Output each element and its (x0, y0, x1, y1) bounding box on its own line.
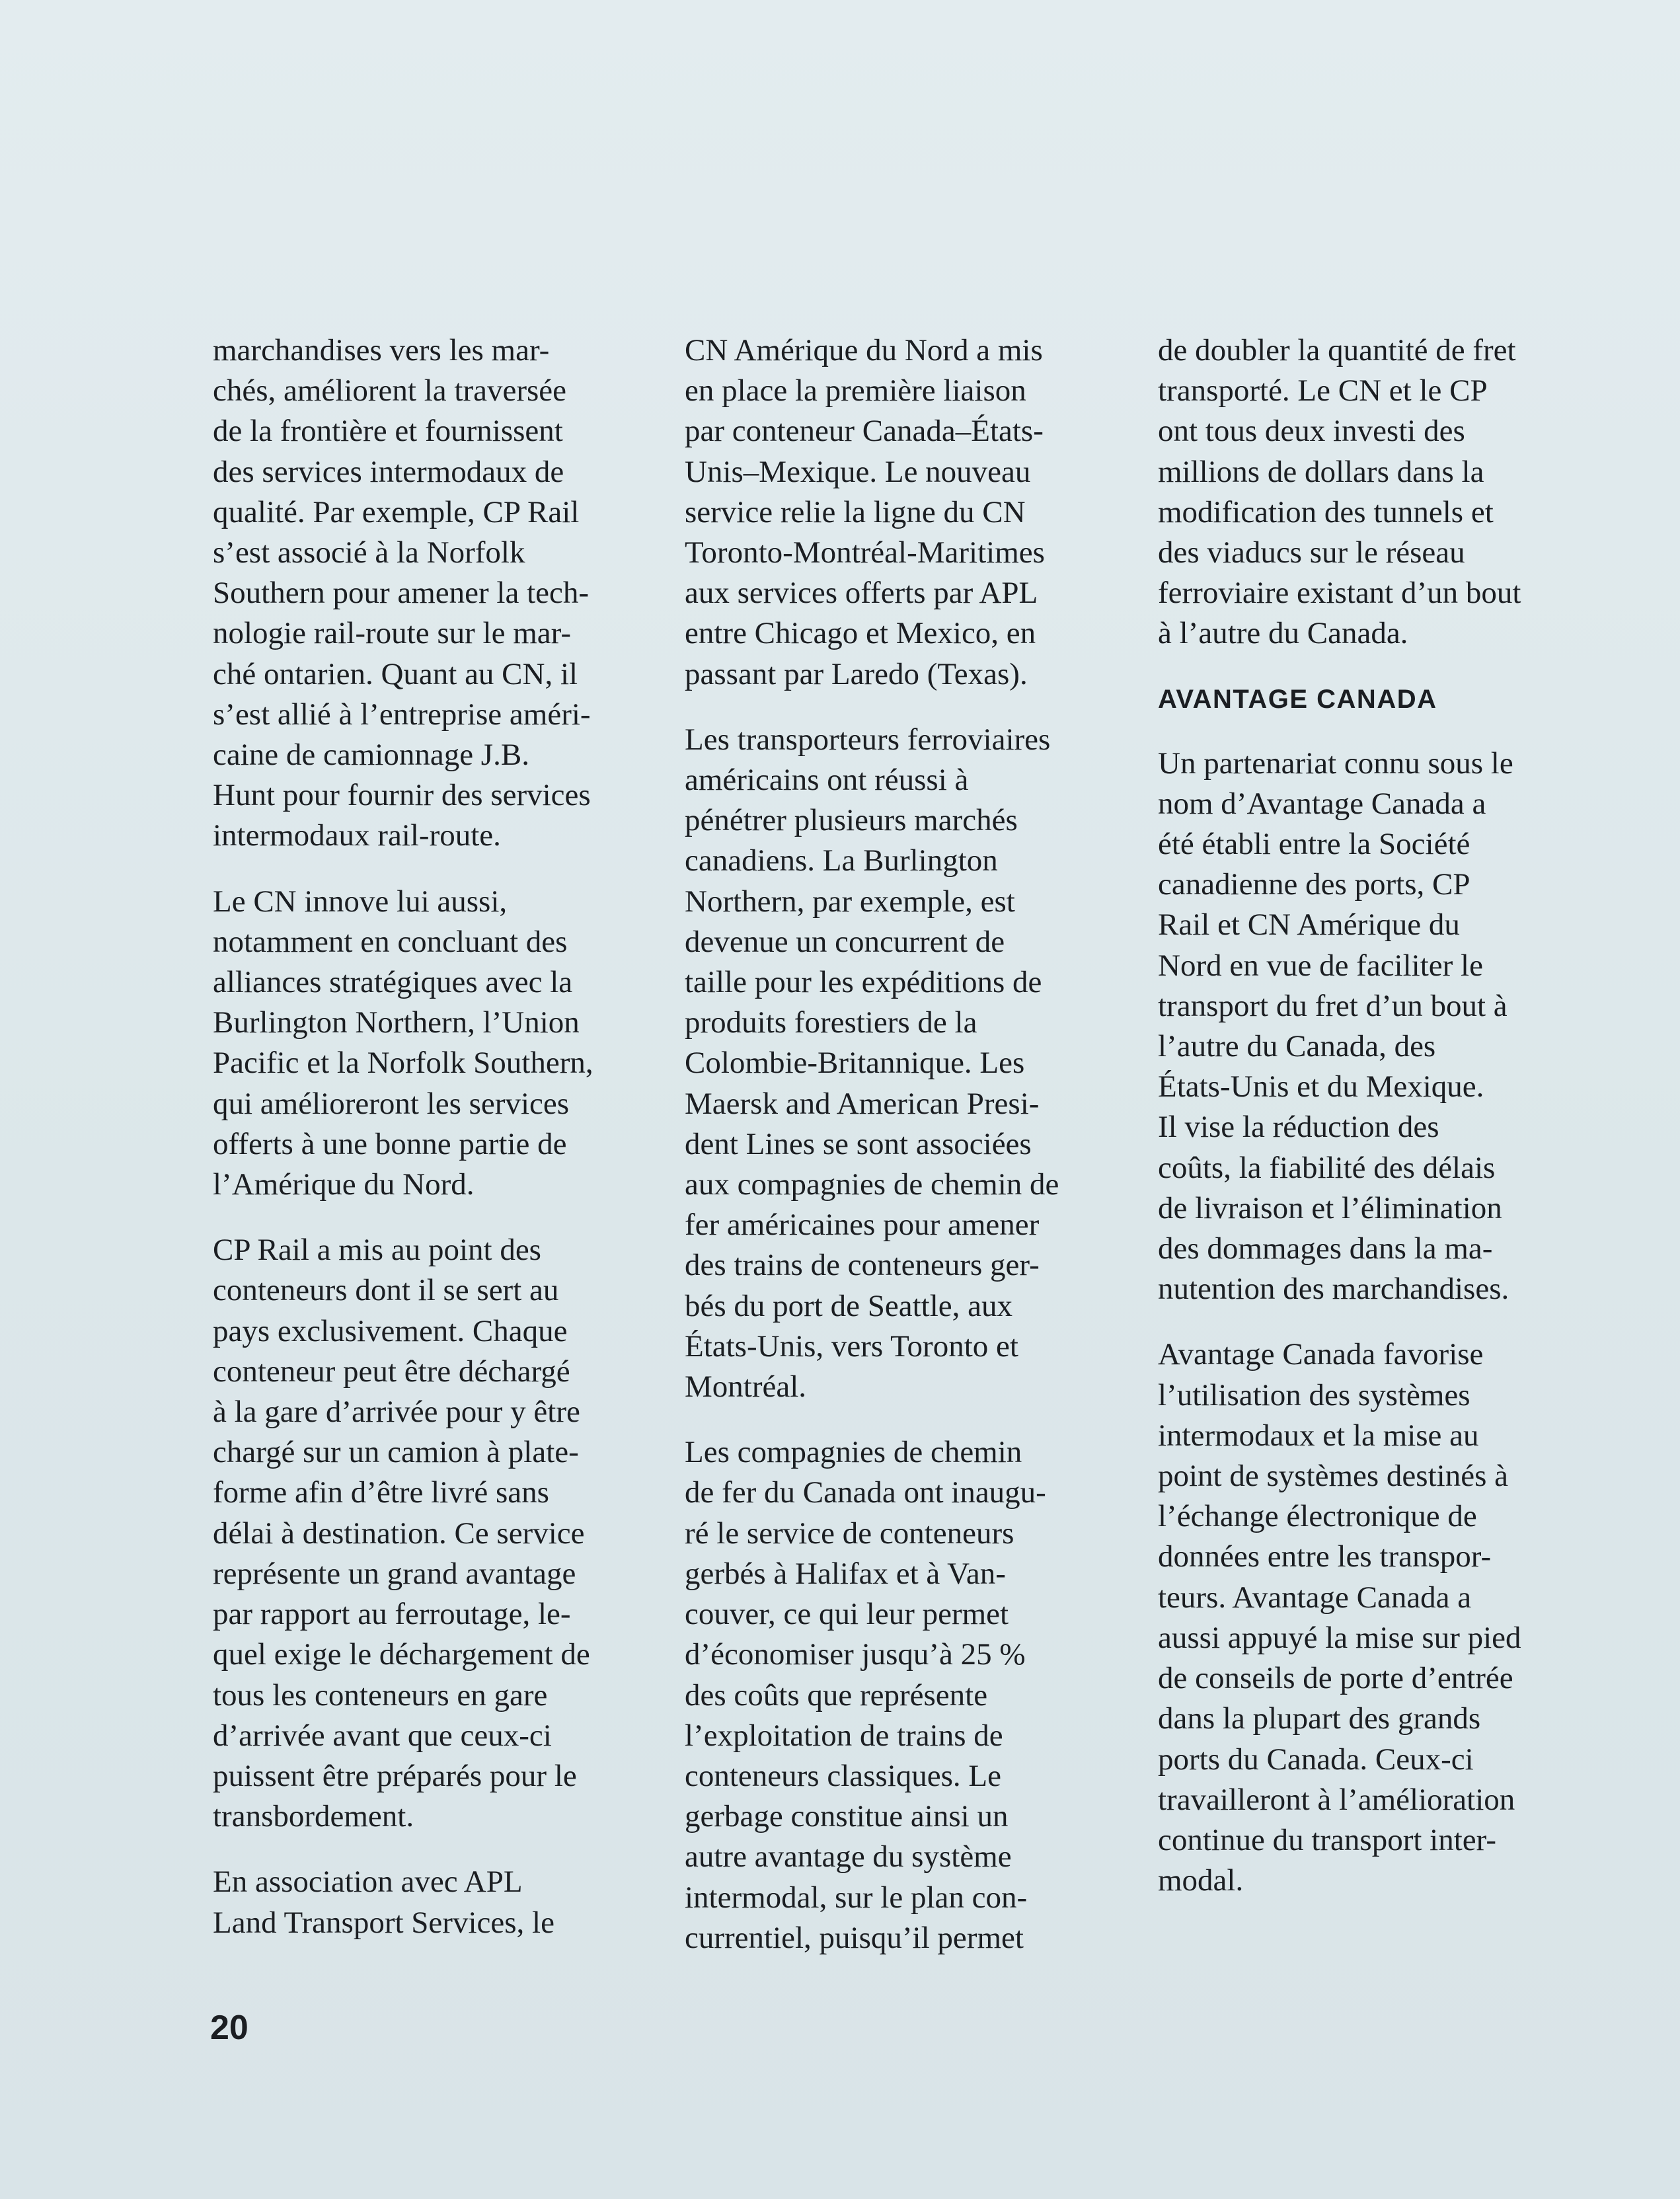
paragraph: Avantage Canada favorise l’utilisation des systèmes intermodaux et la mise au point de systèmes destinés à l’échange électronique de données entre les transpor- teurs. Avantage Canada a aussi appuyé la mise sur pied de conseils de porte d’entrée dans la plupart des grands ports du Canada. Ceux-ci travailleront à l’amélioration continue du transport inter- modal. (1158, 1337, 1521, 1898)
page-number: 20 (210, 2009, 248, 2047)
section-heading: AVANTAGE CANADA (1158, 684, 1437, 714)
paragraph: Un partenariat connu sous le nom d’Avantage Canada a été établi entre la Société canadienne des ports, CP Rail et CN Amérique du Nord en vue de faciliter le transport du fret d’un bout à l’autre du Canada, des États-Unis et du Mexique. Il vise la réduction des coûts, la fiabilité des délais de livraison et l’élimination des dommages dans la ma- nutention des marchandises. (1158, 746, 1513, 1307)
paragraph: marchandises vers les mar- chés, améliorent la traversée de la frontière et fournissent des services intermodaux de qualité. Par exemple, CP Rail s’est associé à la Norfolk Southern pour amener la tech- nologie rail-route sur le mar- ché ontarien. Quant au CN, il s’est allié à l’entreprise améri- caine de camionnage J.B. Hunt pour fournir des services intermodaux rail-route. (213, 333, 591, 853)
paragraph: CP Rail a mis au point des conteneurs dont il se sert au pays exclusivement. Chaque conteneur peut être déchargé à la gare d’arrivée pour y être chargé sur un camion à plate- forme afin d’être livré sans délai à destination. Ce service représente un grand avantage par rapport au ferroutage, le- quel exige le déchargement de tous les conteneurs en gare d’arrivée avant que ceux-ci puissent être préparés pour le transbordement. (213, 1233, 590, 1834)
paragraph: Les compagnies de chemin de fer du Canada ont inaugu- ré le service de conteneurs gerbés à Halifax et à Van- couver, ce qui leur permet d’économiser jusqu’à 25 % des coûts que représente l’exploitation de trains de conteneurs classiques. Le gerbage constitue ainsi un autre avantage du système intermodal, sur le plan con- currentiel, puisqu’il permet (685, 1435, 1046, 1955)
text-column-2 (685, 330, 1108, 1984)
paragraph: de doubler la quantité de fret transporté. Le CN et le CP ont tous deux investi des millions de dollars dans la modification des tunnels et des viaducs sur le réseau ferroviaire existant d’un bout à l’autre du Canada. (1158, 333, 1521, 651)
text-column-3 (1158, 330, 1568, 1926)
paragraph: Le CN innove lui aussi, notamment en concluant des alliances stratégiques avec la Burlington Northern, l’Union Pacific et la Norfolk Southern, qui amélioreront les services offerts à une bonne partie de l’Amérique du Nord. (213, 884, 593, 1202)
text-column-1 (213, 330, 636, 1968)
paragraph: CN Amérique du Nord a mis en place la première liaison par conteneur Canada–États- Unis–Mexique. Le nouveau service relie la ligne du CN Toronto-Montréal-Maritimes aux services offerts par APL entre Chicago et Mexico, en passant par Laredo (Texas). (685, 333, 1045, 691)
paragraph: Les transporteurs ferroviaires américains ont réussi à pénétrer plusieurs marchés canadiens. La Burlington Northern, par exemple, est devenue un concurrent de taille pour les expéditions de produits forestiers de la Colombie-Britannique. Les Maersk and American Presi- dent Lines se sont associées aux compagnies de chemin de fer américaines pour amener des trains de conteneurs ger- bés du port de Seattle, aux États-Unis, vers Toronto et Montréal. (685, 722, 1059, 1405)
paragraph: En association avec APL Land Transport Services, le (213, 1865, 554, 1940)
